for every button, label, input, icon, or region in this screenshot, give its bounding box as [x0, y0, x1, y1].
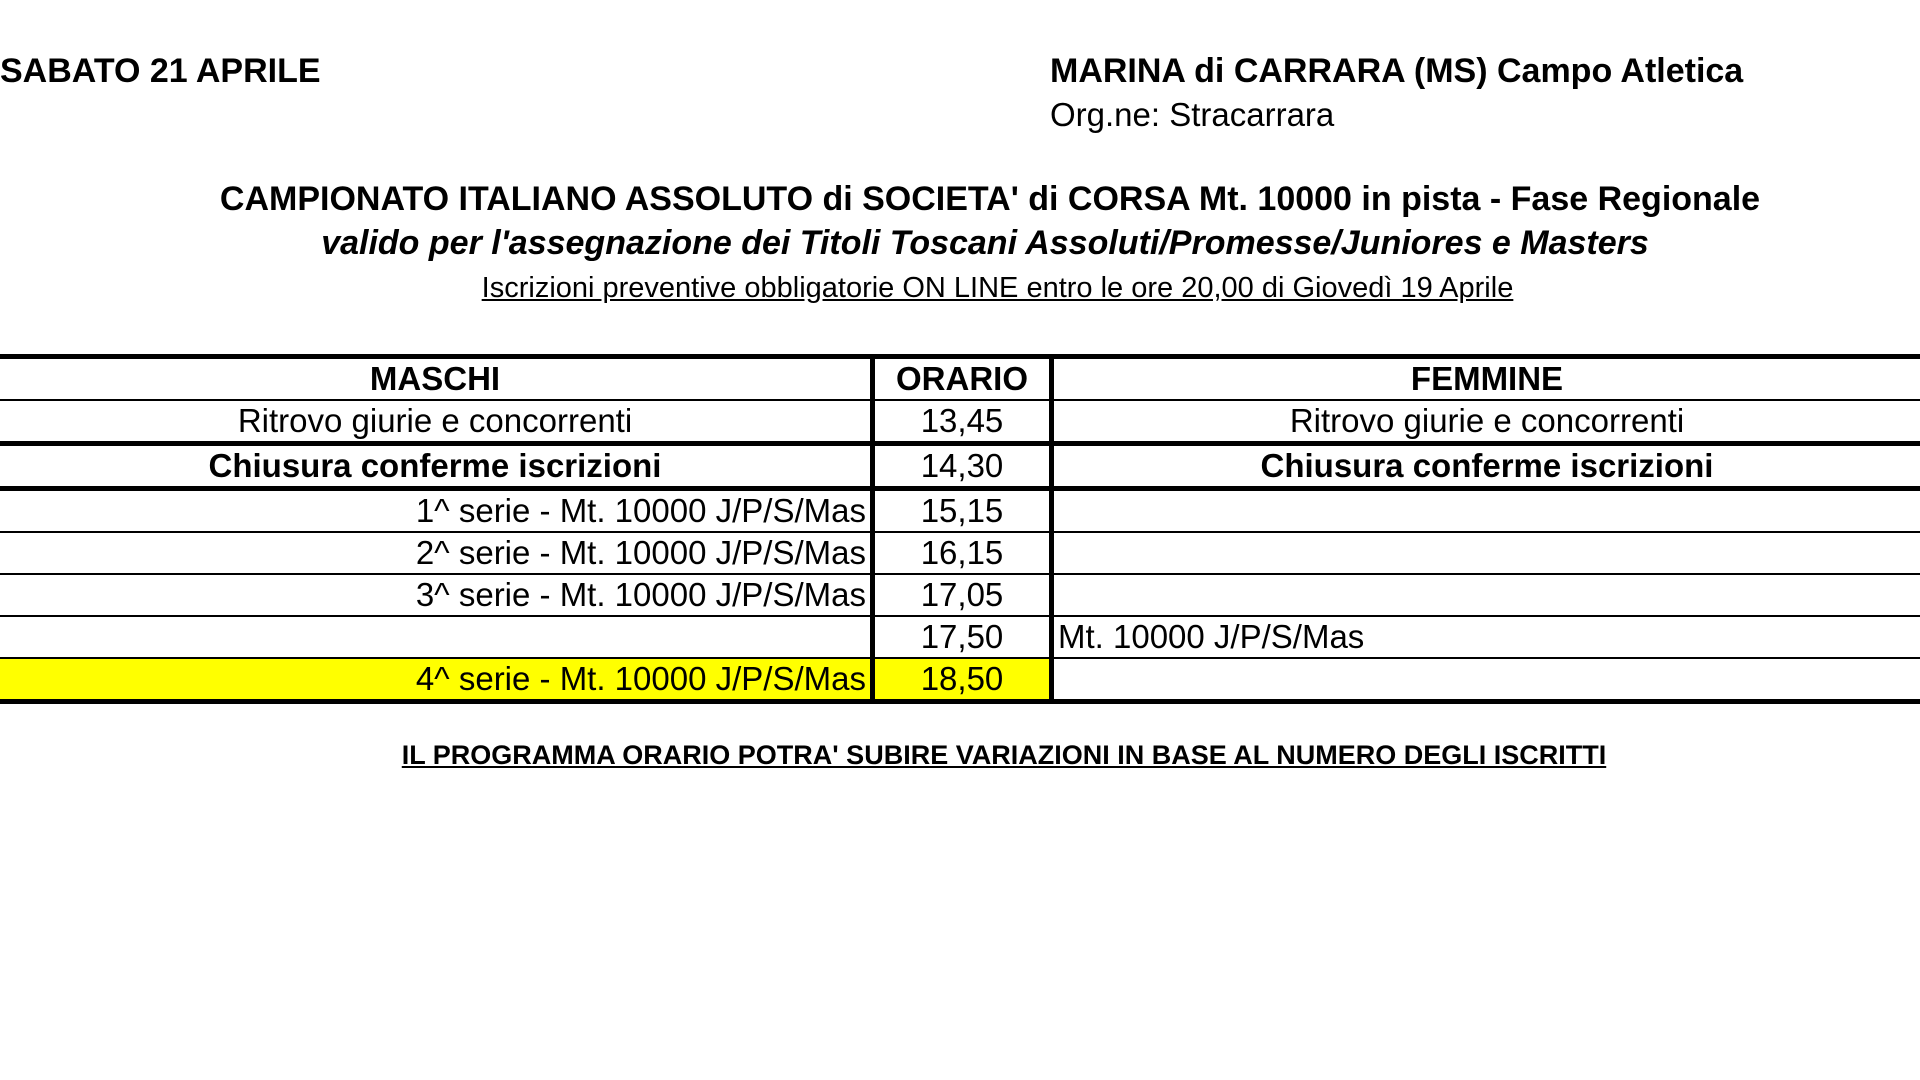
- header-femmine: FEMMINE: [1052, 357, 1920, 401]
- orario-cell: 13,45: [873, 400, 1052, 444]
- femmine-cell: [1052, 532, 1920, 574]
- table-row-highlighted: [0, 658, 1920, 702]
- header-maschi: MASCHI: [0, 357, 873, 401]
- table-row: [0, 489, 1920, 533]
- orario-cell: 18,50: [873, 658, 1052, 702]
- footer-disclaimer: IL PROGRAMMA ORARIO POTRA' SUBIRE VARIAZIONI IN BASE AL NUMERO DEGLI ISCRITTI: [401, 740, 1607, 770]
- maschi-cell: 2^ serie - Mt. 10000 J/P/S/Mas: [0, 532, 873, 574]
- table-row: [0, 616, 1920, 658]
- event-organizer: Org.ne: Stracarrara: [1050, 96, 1335, 133]
- femmine-cell: Mt. 10000 J/P/S/Mas: [1052, 616, 1920, 658]
- femmine-cell: [1052, 489, 1920, 533]
- maschi-cell: Chiusura conferme iscrizioni: [0, 444, 873, 489]
- orario-cell: 17,50: [873, 616, 1052, 658]
- femmine-cell: [1052, 658, 1920, 702]
- maschi-cell: 1^ serie - Mt. 10000 J/P/S/Mas: [0, 489, 873, 533]
- orario-cell: 15,15: [873, 489, 1052, 533]
- table-row: [0, 574, 1920, 616]
- registration-note: Iscrizioni preventive obbligatorie ON LINE entro le ore 20,00 di Giovedì 19 Aprile: [481, 272, 1514, 304]
- maschi-cell: Ritrovo giurie e concorrenti: [0, 400, 873, 444]
- event-date: SABATO 21 APRILE: [0, 52, 321, 90]
- table-row: [0, 444, 1920, 489]
- maschi-cell: 3^ serie - Mt. 10000 J/P/S/Mas: [0, 574, 873, 616]
- document-title: CAMPIONATO ITALIANO ASSOLUTO di SOCIETA' di CORSA Mt. 10000 in pista - Fase Regionale: [219, 180, 1761, 218]
- header-orario: ORARIO: [873, 357, 1052, 401]
- femmine-cell: Chiusura conferme iscrizioni: [1052, 444, 1920, 489]
- schedule-header-row: [0, 357, 1920, 401]
- table-row: [0, 532, 1920, 574]
- maschi-cell: [0, 616, 873, 658]
- table-row: [0, 400, 1920, 444]
- event-venue: MARINA di CARRARA (MS) Campo Atletica: [1050, 52, 1744, 90]
- orario-cell: 16,15: [873, 532, 1052, 574]
- schedule-table: [0, 354, 1920, 704]
- femmine-cell: Ritrovo giurie e concorrenti: [1052, 400, 1920, 444]
- orario-cell: 17,05: [873, 574, 1052, 616]
- femmine-cell: [1052, 574, 1920, 616]
- orario-cell: 14,30: [873, 444, 1052, 489]
- maschi-cell: 4^ serie - Mt. 10000 J/P/S/Mas: [0, 658, 873, 702]
- document-subtitle: valido per l'assegnazione dei Titoli Toscani Assoluti/Promesse/Juniores e Masters: [321, 224, 1649, 262]
